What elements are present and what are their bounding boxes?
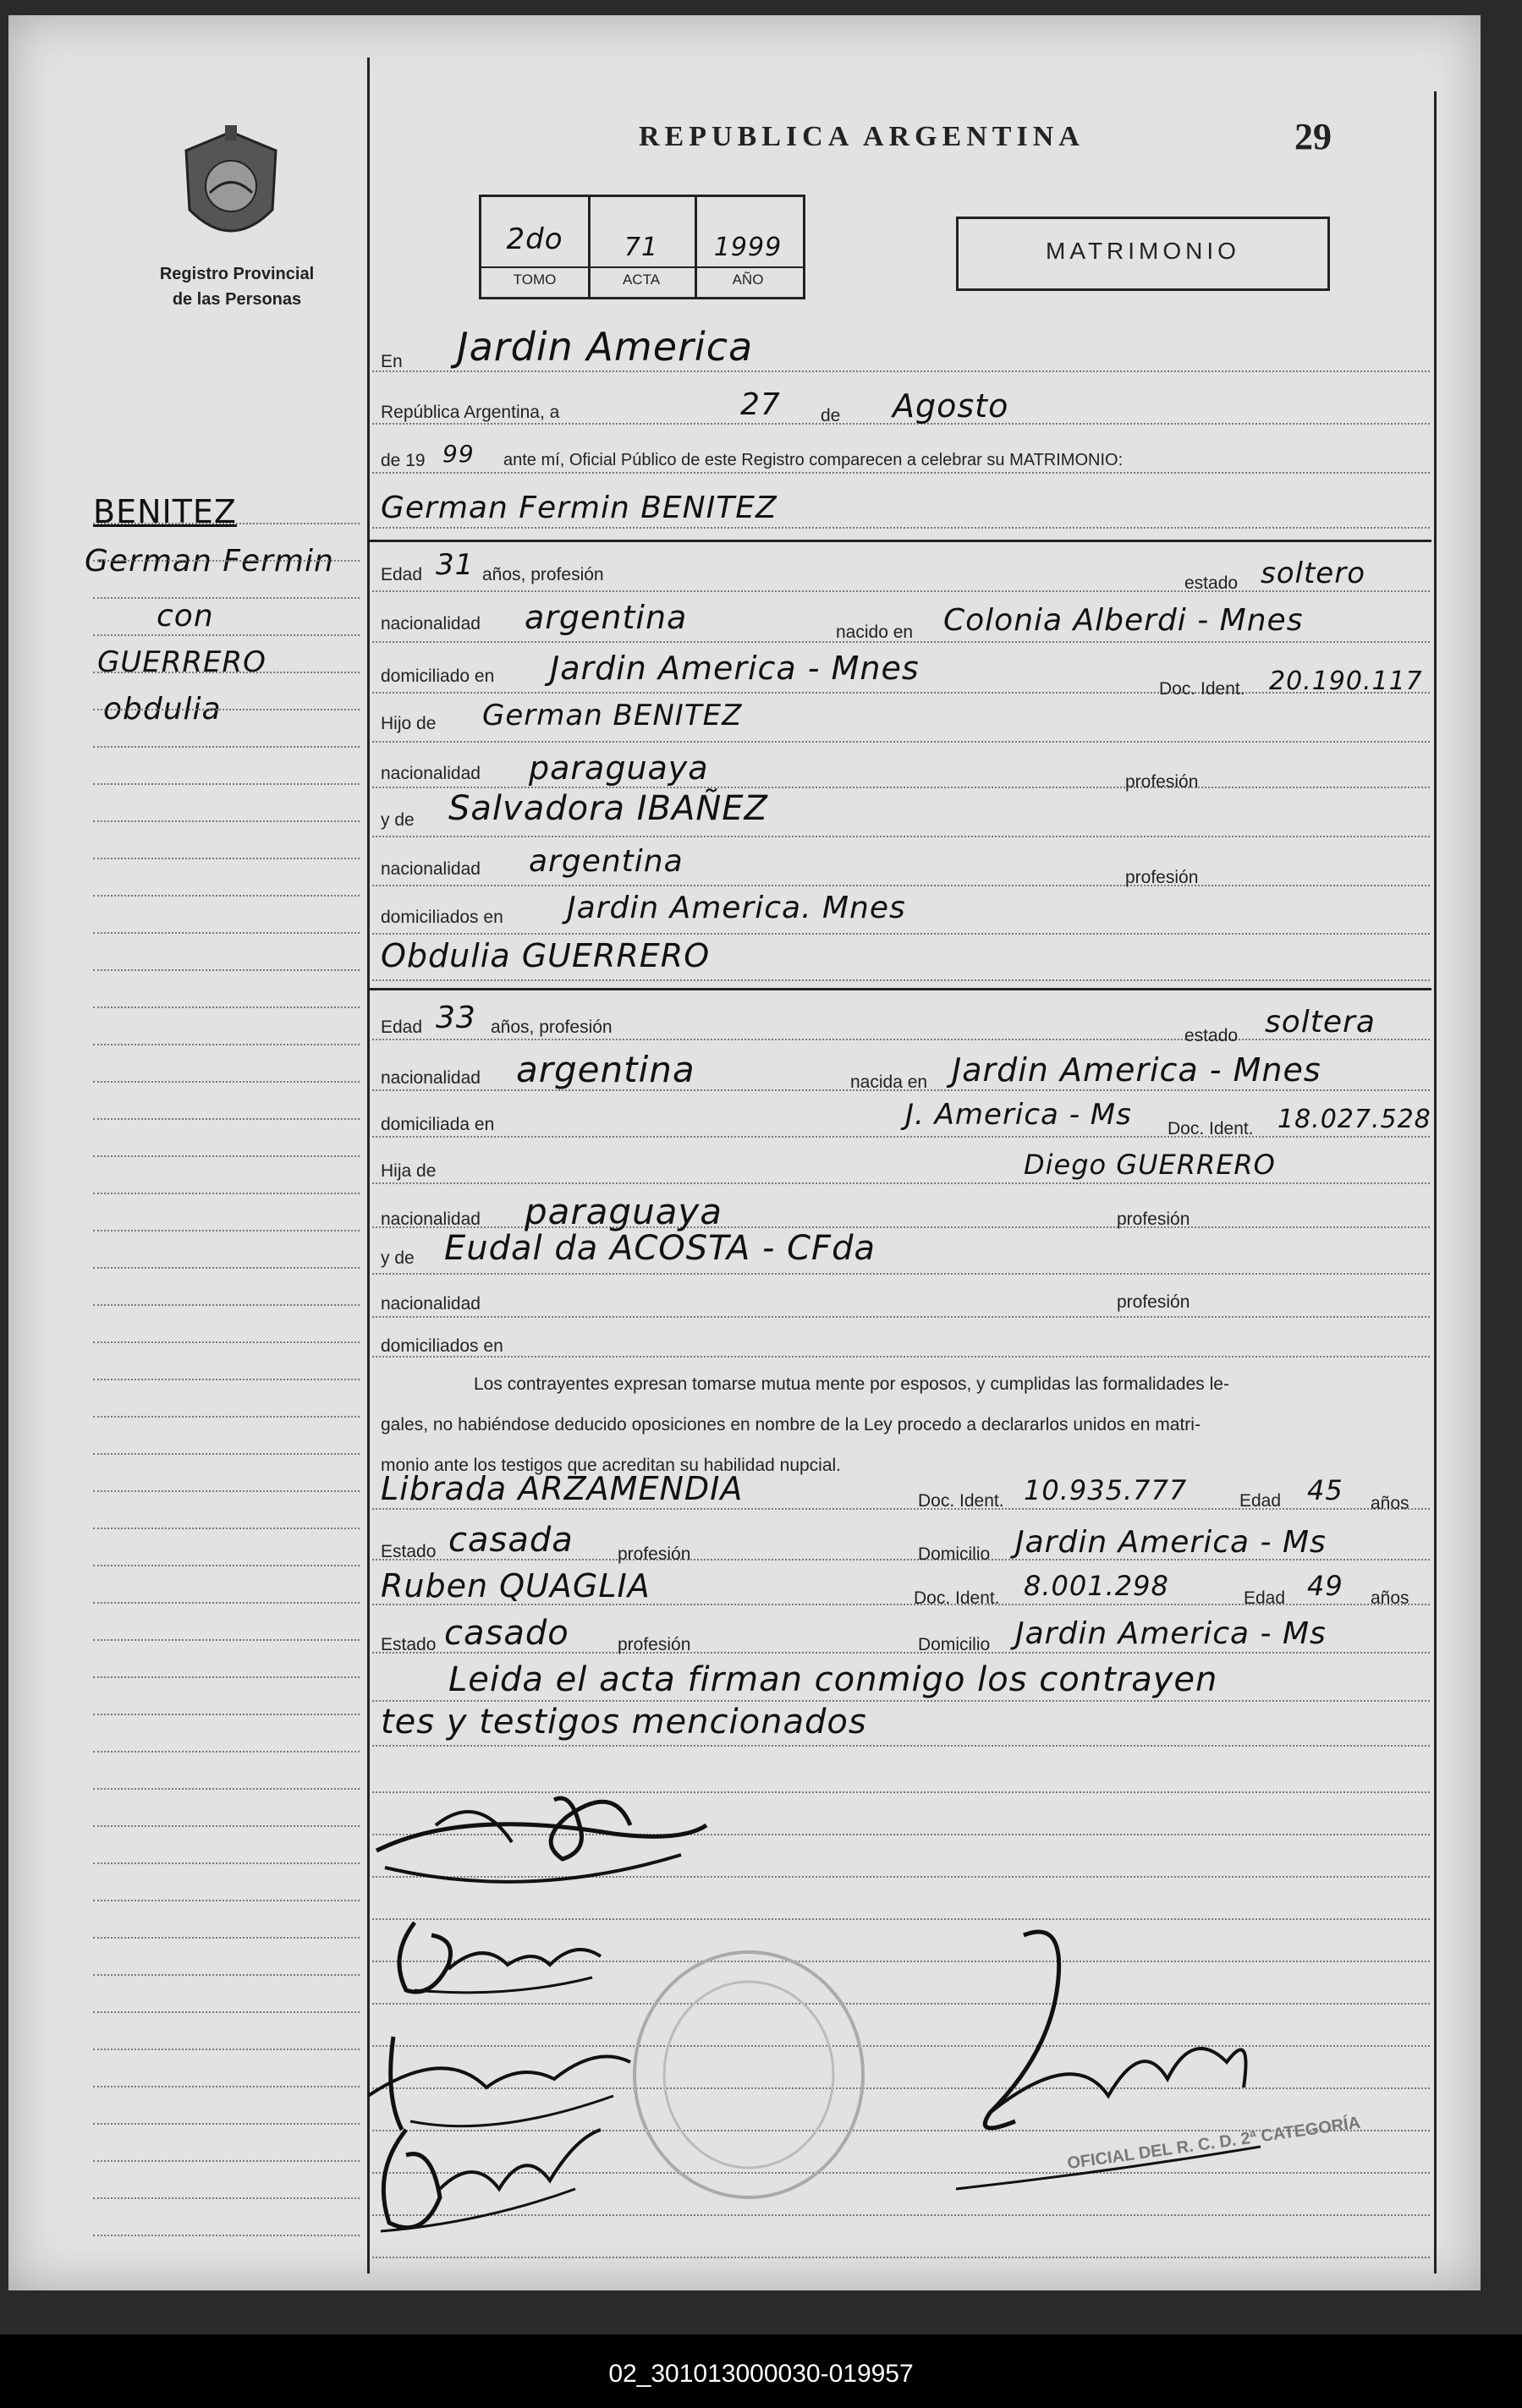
ano-value: 1999: [713, 233, 783, 262]
ruled-line: [93, 1490, 360, 1492]
bride-doc-label: Doc. Ident.: [1168, 1119, 1254, 1138]
ruled-line: [372, 836, 1430, 837]
ruled-line: [93, 1118, 360, 1120]
ruled-line: [93, 2086, 360, 2087]
groom-father: German BENITEZ: [482, 699, 743, 732]
witness1-profesion-label: profesión: [618, 1544, 691, 1564]
ruled-line: [372, 787, 1430, 788]
ruled-line: [93, 1044, 360, 1045]
witness1-anos-label: años: [1371, 1494, 1409, 1513]
ruled-line: [93, 672, 360, 673]
official-stamp-text: OFICIAL DEL R. C. D. 2ª CATEGORÍA: [1066, 2113, 1362, 2174]
image-caption: 02_301013000030-019957: [608, 2360, 914, 2388]
declaration-paragraph: [381, 1364, 1426, 1486]
ruled-line: [372, 2257, 1430, 2258]
bride-anos-label: años, profesión: [491, 1018, 613, 1037]
groom-mother-nac: argentina: [529, 844, 684, 879]
document-page: [8, 15, 1481, 2290]
intro-text: ante mí, Oficial Público de este Registro comparecen a celebrar su MATRIMONIO:: [503, 451, 1124, 469]
groom-birthplace: Colonia Alberdi - Mnes: [943, 603, 1304, 638]
ruled-line: [372, 590, 1430, 592]
margin-note-line5: obdulia: [103, 692, 222, 727]
ruled-line: [93, 1193, 360, 1194]
groom-profesion2-label: profesión: [1125, 868, 1199, 887]
registry-name-line1: Registro Provincial: [159, 265, 315, 283]
coat-of-arms-icon: [176, 125, 286, 252]
ruled-line: [93, 932, 360, 934]
groom-edad-label: Edad: [381, 565, 423, 584]
ruled-line: [372, 885, 1430, 886]
witness1-name: Librada ARZAMENDIA: [381, 1470, 744, 1507]
margin-note-line3: con: [157, 599, 214, 634]
witness1-age: 45: [1307, 1474, 1343, 1506]
bride-domiciliada-label: domiciliada en: [381, 1115, 495, 1134]
groom-mother: Salvadora IBAÑEZ: [448, 789, 768, 828]
document-type-box: [956, 217, 1330, 291]
closing-line2: tes y testigos mencionados: [381, 1703, 867, 1742]
official-seal-icon: [626, 1944, 871, 2210]
ruled-line: [93, 2049, 360, 2050]
ruled-line: [93, 634, 360, 636]
groom-nacido-label: nacido en: [836, 623, 914, 642]
declaration-line1: Los contrayentes expresan tomarse mutua mente por esposos, y cumplidas las formalidades le-: [474, 1374, 1229, 1394]
groom-profesion-label: profesión: [1125, 772, 1199, 792]
de-year-label: de 19: [381, 451, 426, 470]
registry-name-line2: de las Personas: [172, 290, 302, 309]
ruled-line: [93, 1416, 360, 1418]
ruled-line: [93, 1900, 360, 1901]
groom-mother-nac-label: nacionalidad: [381, 859, 481, 879]
ruled-line: [93, 1676, 360, 1678]
right-margin-rule: [1434, 91, 1437, 2274]
ruled-line: [93, 1602, 360, 1604]
bride-estado-label: estado: [1184, 1026, 1239, 1045]
ruled-line: [93, 1639, 360, 1641]
ruled-line: [372, 1136, 1430, 1138]
margin-note-line2: German Fermin: [85, 544, 334, 579]
bride-yde-label: y de: [381, 1248, 415, 1268]
bride-hija-label: Hija de: [381, 1161, 437, 1181]
witness2-profesion-label: profesión: [618, 1635, 691, 1654]
ruled-line: [93, 858, 360, 859]
bride-birthplace: Jardin America - Mnes: [952, 1051, 1321, 1089]
ruled-line: [93, 2011, 360, 2013]
ruled-line: [93, 1862, 360, 1864]
ruled-line: [93, 1453, 360, 1455]
witness1-domicilio: Jardin America - Ms: [1015, 1525, 1327, 1560]
margin-note-line4: GUERRERO: [97, 645, 266, 679]
witness2-doc-label: Doc. Ident.: [914, 1588, 1000, 1608]
ruled-line: [93, 709, 360, 710]
bride-mother-nac-label: nacionalidad: [381, 1294, 481, 1314]
bride-signature-icon: [381, 1906, 618, 2011]
groom-estado-label: estado: [1184, 573, 1239, 593]
ruled-line: [93, 1007, 360, 1008]
ruled-line: [93, 1751, 360, 1753]
ruled-line: [93, 1937, 360, 1939]
record-box: [479, 195, 805, 299]
page-number: 29: [1294, 116, 1332, 157]
margin-note-line1: BENITEZ: [93, 493, 237, 530]
groom-domiciliado-label: domiciliado en: [381, 666, 495, 686]
bride-estado: soltera: [1265, 1005, 1376, 1039]
ruled-line: [93, 969, 360, 971]
ruled-line: [93, 2160, 360, 2162]
day: 27: [740, 387, 781, 422]
bride-doc: 18.027.528: [1277, 1105, 1431, 1134]
witness1-estado: casada: [448, 1521, 574, 1560]
bride-age: 33: [436, 1001, 476, 1035]
bride-nac: argentina: [516, 1049, 695, 1090]
ruled-line: [372, 741, 1430, 743]
groom-yde-label: y de: [381, 810, 415, 830]
republica-label: República Argentina, a: [381, 403, 560, 422]
left-margin-rule: [367, 58, 370, 2274]
ruled-line: [372, 1182, 1430, 1184]
country-title: REPUBLICA ARGENTINA: [639, 121, 1085, 152]
ruled-line: [93, 1081, 360, 1083]
groom-doc: 20.190.117: [1269, 666, 1423, 696]
ruled-line: [372, 1356, 1430, 1358]
witness2-domicilio: Jardin America - Ms: [1015, 1616, 1327, 1651]
bride-nac-label: nacionalidad: [381, 1068, 481, 1088]
declaration-line2: gales, no habiéndose deducido oposiciones en nombre de la Ley procedo a declararlos unidos en matri-: [381, 1415, 1201, 1434]
bride-profesion2-label: profesión: [1117, 1292, 1190, 1312]
en-label: En: [381, 352, 403, 371]
ruled-line: [372, 979, 1430, 981]
bride-nacida-label: nacida en: [850, 1072, 928, 1092]
ruled-line: [372, 1745, 1430, 1747]
witness2-edad-label: Edad: [1244, 1588, 1286, 1608]
bride-domiciliados-label: domiciliados en: [381, 1336, 503, 1356]
witness2-doc: 8.001.298: [1024, 1570, 1169, 1602]
groom-father-nac-label: nacionalidad: [381, 764, 481, 783]
witness1-estado-label: Estado: [381, 1542, 437, 1561]
ano-label: AÑO: [732, 272, 764, 288]
ruled-line: [93, 1825, 360, 1827]
bride-edad-label: Edad: [381, 1018, 423, 1037]
ruled-line: [93, 523, 360, 524]
bride-name: Obdulia GUERRERO: [381, 937, 711, 974]
groom-signature-icon: [360, 1774, 715, 1906]
witness1-doc: 10.935.777: [1024, 1474, 1188, 1506]
ruled-line: [372, 1316, 1430, 1318]
ruled-line: [93, 2197, 360, 2199]
ruled-line: [93, 820, 360, 822]
ruled-line: [372, 1700, 1430, 1702]
ruled-line: [93, 1304, 360, 1306]
ruled-line: [372, 933, 1430, 935]
ruled-line: [93, 1155, 360, 1157]
ruled-line: [372, 527, 1430, 529]
ruled-line: [372, 370, 1430, 372]
declaration-line3: monio ante los testigos que acreditan su habilidad nupcial.: [381, 1456, 842, 1475]
bride-separator: [370, 988, 1431, 990]
tomo-label: TOMO: [513, 272, 557, 288]
bride-mother: Eudal da ACOSTA - CFda: [444, 1229, 876, 1268]
groom-anos-label: años, profesión: [482, 565, 604, 584]
bride-father: Diego GUERRERO: [1024, 1149, 1276, 1181]
ruled-line: [93, 783, 360, 785]
document-type: MATRIMONIO: [1046, 238, 1240, 264]
ruled-line: [93, 560, 360, 562]
groom-domicile: Jardin America - Mnes: [550, 650, 920, 687]
closing-line1: Leida el acta firman conmigo los contrayen: [448, 1660, 1218, 1699]
bride-domicile: J. America - Ms: [905, 1098, 1132, 1132]
ruled-line: [372, 1273, 1430, 1275]
ruled-line: [93, 597, 360, 599]
ruled-line: [93, 1379, 360, 1380]
witness2-estado: casado: [444, 1614, 569, 1653]
groom-separator: [370, 540, 1431, 542]
de-label: de: [821, 406, 841, 425]
ruled-line: [93, 1267, 360, 1269]
tomo-value: 2do: [506, 222, 563, 256]
witness2-anos-label: años: [1371, 1588, 1409, 1608]
ruled-line: [93, 1230, 360, 1231]
ruled-line: [93, 746, 360, 748]
groom-father-nac: paraguaya: [529, 749, 709, 787]
groom-estado: soltero: [1261, 557, 1365, 590]
groom-age: 31: [436, 548, 475, 582]
witness2-domicilio-label: Domicilio: [918, 1635, 991, 1654]
groom-hijo-label: Hijo de: [381, 714, 437, 733]
groom-doc-label: Doc. Ident.: [1159, 679, 1245, 699]
witness1-domicilio-label: Domicilio: [918, 1544, 991, 1564]
witness2-estado-label: Estado: [381, 1635, 437, 1654]
ruled-line: [93, 1788, 360, 1790]
ruled-line: [93, 2123, 360, 2125]
acta-value: 71: [624, 233, 659, 262]
bride-profesion-label: profesión: [1117, 1209, 1190, 1229]
ruled-line: [93, 1714, 360, 1715]
ruled-line: [93, 1565, 360, 1566]
bride-father-nac: paraguaya: [525, 1191, 723, 1232]
ruled-line: [93, 895, 360, 897]
groom-nac: argentina: [525, 599, 688, 636]
year-suffix: 99: [442, 440, 475, 468]
witness2-signature-icon: [355, 2096, 609, 2252]
witness1-doc-label: Doc. Ident.: [918, 1491, 1004, 1511]
witness2-age: 49: [1307, 1570, 1343, 1602]
groom-parents-domicile: Jardin America. Mnes: [567, 891, 906, 925]
witness2-name: Ruben QUAGLIA: [381, 1567, 651, 1604]
groom-nac-label: nacionalidad: [381, 614, 481, 634]
ruled-line: [93, 1528, 360, 1529]
bride-father-nac-label: nacionalidad: [381, 1209, 481, 1229]
ruled-line: [93, 1974, 360, 1976]
groom-domiciliados-label: domiciliados en: [381, 908, 503, 927]
groom-name: German Fermin BENITEZ: [381, 491, 777, 525]
ruled-line: [93, 1341, 360, 1343]
witness1-edad-label: Edad: [1239, 1491, 1282, 1511]
acta-label: ACTA: [622, 272, 661, 288]
ruled-line: [372, 472, 1430, 474]
ruled-line: [93, 2235, 360, 2236]
month: Agosto: [893, 387, 1009, 425]
place: Jardin America: [457, 324, 754, 370]
